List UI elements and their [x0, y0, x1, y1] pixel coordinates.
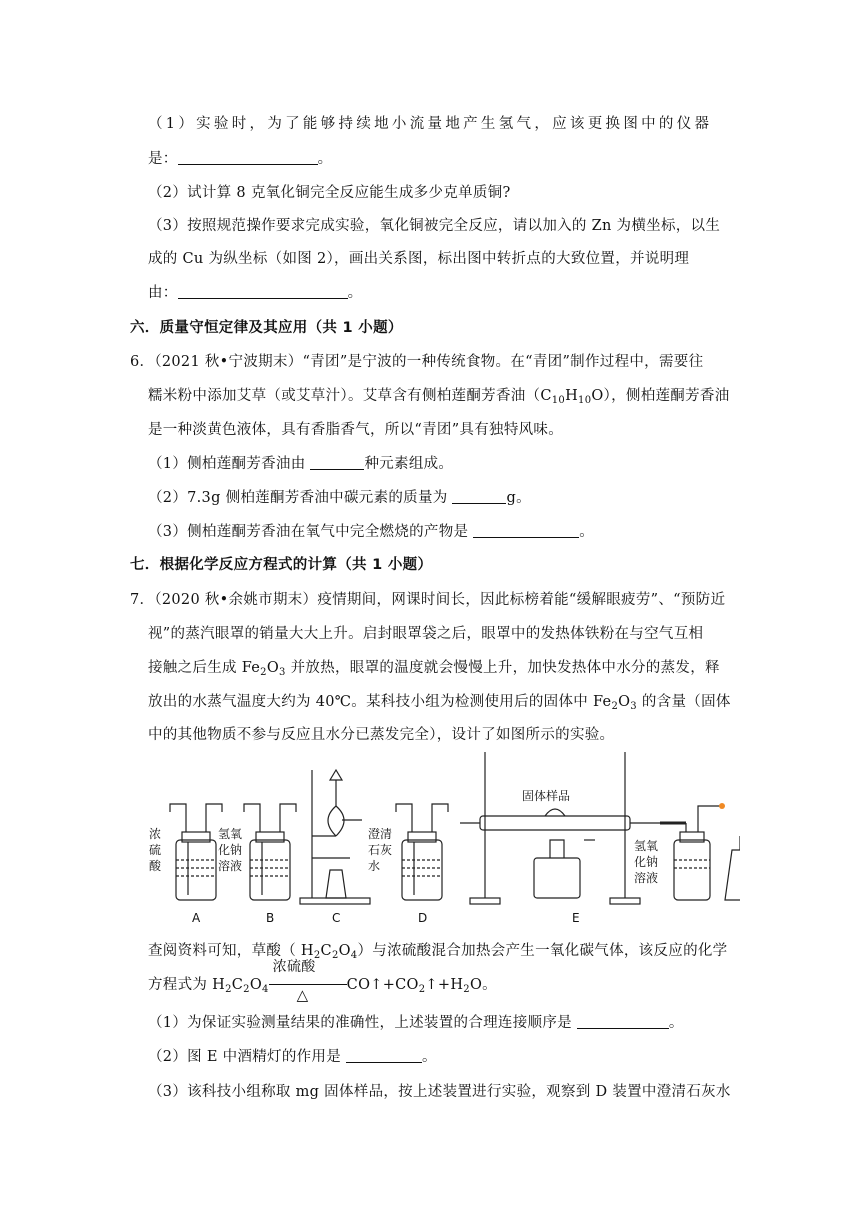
- q6-line3: 是一种淡黄色液体，具有香脂香气，所以“青团”具有独特风味。: [148, 422, 564, 438]
- q7-part2-text: （2）图 E 中酒精灯的作用是: [148, 1049, 346, 1065]
- burner: [725, 836, 740, 900]
- figure-label-b: B: [266, 911, 275, 925]
- q7-line5: 中的其他物质不参与反应且水分已蒸发完全），设计了如图所示的实验。: [148, 727, 615, 743]
- section-heading-7: 七．根据化学反应方程式的计算（共 1 小题）: [130, 557, 433, 573]
- q5-part1-line1: （1）实验时，为了能够持续地小流量地产生氢气，应该更换图中的仪器: [148, 116, 713, 132]
- q7-part1: [148, 1011, 684, 1032]
- answer-blank[interactable]: [473, 523, 579, 538]
- q6-line1: 6．（2021 秋•宁波期末）“青团”是宁波的一种传统食物。在“青团”制作过程中，需要往: [130, 354, 704, 370]
- q5-part3-label: 由：: [148, 285, 178, 301]
- eq-text: ↑+H: [425, 977, 464, 993]
- q6-text: H: [565, 388, 579, 404]
- subscript: 2: [418, 984, 426, 995]
- q7-part3: （3）该科技小组称取 mg 固体样品，按上述装置进行实验，观察到 D 装置中澄清石灰水: [148, 1084, 731, 1100]
- answer-blank[interactable]: [452, 489, 506, 504]
- reaction-arrow: [269, 959, 347, 1004]
- answer-blank[interactable]: [178, 150, 318, 165]
- q7-text: 查阅资料可知，草酸（ H: [148, 943, 314, 959]
- q6-line2: [148, 384, 730, 405]
- q6-text: 糯米粉中添加艾草（或艾草汁）。艾草含有侧柏莲酮芳香油（C: [148, 388, 552, 404]
- eq-text: C: [231, 977, 244, 993]
- label-a-reagent-3: 酸: [149, 859, 162, 873]
- subscript: 2: [225, 984, 232, 995]
- figure-label-d: D: [418, 911, 428, 925]
- label-e-reagent-3: 溶液: [634, 871, 659, 885]
- subscript: 2: [611, 701, 619, 712]
- q7-line3: [148, 656, 720, 677]
- label-b-reagent-3: 溶液: [218, 859, 243, 873]
- q7-text: 放出的水蒸气温度大约为 40℃。某科技小组为检测使用后的固体中 Fe: [148, 694, 612, 710]
- chemical-equation: [148, 959, 497, 1004]
- reaction-line: [269, 984, 347, 985]
- reaction-condition: 浓硫酸: [272, 959, 316, 975]
- q7-text: 接触之后生成 Fe: [148, 660, 261, 676]
- q6-part2: [148, 486, 531, 507]
- q7-text: O: [266, 660, 280, 676]
- subscript: 2: [313, 950, 321, 961]
- bottle-b: [244, 804, 296, 900]
- subscript: 3: [279, 667, 286, 678]
- q7-part2: [148, 1045, 437, 1066]
- q7-reference-line: [148, 939, 727, 960]
- punct: 。: [347, 285, 363, 301]
- answer-blank[interactable]: [178, 284, 348, 299]
- subscript: 10: [551, 395, 566, 406]
- label-d-reagent-2: 石灰: [368, 843, 393, 857]
- q5-part3-line3: [148, 281, 362, 302]
- q7-part1-text: 。: [668, 1015, 684, 1031]
- section-heading-6: 六．质量守恒定律及其应用（共 1 小题）: [130, 320, 403, 336]
- q7-text: 并放热，眼罩的温度就会慢慢上升，加快发热体中水分的蒸发，释: [285, 660, 720, 676]
- subscript: 10: [578, 395, 592, 406]
- q7-part2-text: 。: [421, 1049, 437, 1065]
- subscript: 2: [463, 984, 470, 995]
- punct: 。: [317, 151, 333, 167]
- eq-text: 方程式为 H: [148, 977, 226, 993]
- flame-icon: [719, 803, 725, 809]
- subscript: 2: [331, 950, 339, 961]
- eq-text: O。: [469, 977, 497, 993]
- subscript: 4: [350, 950, 358, 961]
- eq-text: CO↑+CO: [346, 977, 419, 993]
- q5-part3-line2: 成的 Cu 为纵坐标（如图 2），画出关系图，标出图中转折点的大致位置，并说明理: [148, 251, 690, 267]
- q6-part3-text: （3）侧柏莲酮芳香油在氧气中完全燃烧的产物是: [148, 524, 474, 540]
- figure-label-a: A: [192, 911, 201, 925]
- q6-part1-text: 种元素组成。: [364, 456, 454, 472]
- label-b-reagent-1: 氢氧: [218, 827, 243, 841]
- q7-text: C: [320, 943, 332, 959]
- label-a-reagent-1: 浓: [149, 827, 162, 841]
- q5-part1-line2: [148, 147, 332, 168]
- q7-part1-text: （1）为保证实验测量结果的准确性，上述装置的合理连接顺序是: [148, 1015, 577, 1031]
- answer-blank[interactable]: [577, 1014, 669, 1029]
- subscript: 4: [262, 984, 269, 995]
- figure-label-e: E: [572, 911, 580, 925]
- q7-line2: 视”的蒸汽眼罩的销量大大上升。启封眼罩袋之后，眼罩中的发热体铁粉在与空气互相: [148, 626, 704, 642]
- bottle-d: [396, 804, 448, 900]
- q6-part3-text: 。: [579, 524, 595, 540]
- q7-text: ）与浓硫酸混合加热会产生一氧化碳气体，该反应的化学: [357, 943, 728, 959]
- figure-label-c: C: [332, 911, 341, 925]
- label-a-reagent-2: 硫: [149, 843, 162, 857]
- label-e-reagent-2: 化钠: [634, 855, 659, 869]
- q6-part3: [148, 520, 594, 541]
- label-e-reagent-1: 氢氧: [634, 839, 659, 853]
- q5-part2: （2）试计算 8 克氧化铜完全反应能生成多少克单质铜?: [148, 185, 511, 201]
- q6-part2-text: （2）7.3g 侧柏莲酮芳香油中碳元素的质量为: [148, 490, 453, 506]
- bottle-a: [170, 804, 222, 900]
- apparatus-c: [300, 770, 370, 904]
- naoh-bottle-e: [674, 806, 720, 900]
- subscript: 3: [630, 701, 637, 712]
- subscript: 2: [243, 984, 250, 995]
- q6-part1: [148, 452, 453, 473]
- heat-symbol: △: [296, 986, 309, 1004]
- subscript: 2: [260, 667, 267, 678]
- q7-line4: [148, 690, 731, 711]
- q5-part1-label: 是：: [148, 151, 178, 167]
- q6-text: O），侧柏莲酮芳香油: [591, 388, 730, 404]
- q7-text: 的含量（固体: [636, 694, 731, 710]
- label-b-reagent-2: 化钠: [218, 843, 243, 857]
- answer-blank[interactable]: [310, 455, 364, 470]
- apparatus-figure: [140, 740, 740, 930]
- eq-text: O: [249, 977, 262, 993]
- label-d-reagent-3: 水: [368, 859, 381, 873]
- q7-text: O: [338, 943, 351, 959]
- label-d-reagent-1: 澄清: [368, 827, 393, 841]
- label-e-sample: 固体样品: [522, 789, 571, 803]
- q7-text: O: [618, 694, 631, 710]
- q6-part1-text: （1）侧柏莲酮芳香油由: [148, 456, 311, 472]
- q5-part3-line1: （3）按照规范操作要求完成实验，氧化铜被完全反应，请以加入的 Zn 为横坐标，以生: [148, 218, 721, 234]
- q7-line1: 7．（2020 秋•余姚市期末）疫情期间，网课时间长，因此标榜着能“缓解眼疲劳”、“预防近: [130, 592, 726, 608]
- q6-part2-text: g。: [506, 490, 531, 506]
- answer-blank[interactable]: [346, 1048, 422, 1063]
